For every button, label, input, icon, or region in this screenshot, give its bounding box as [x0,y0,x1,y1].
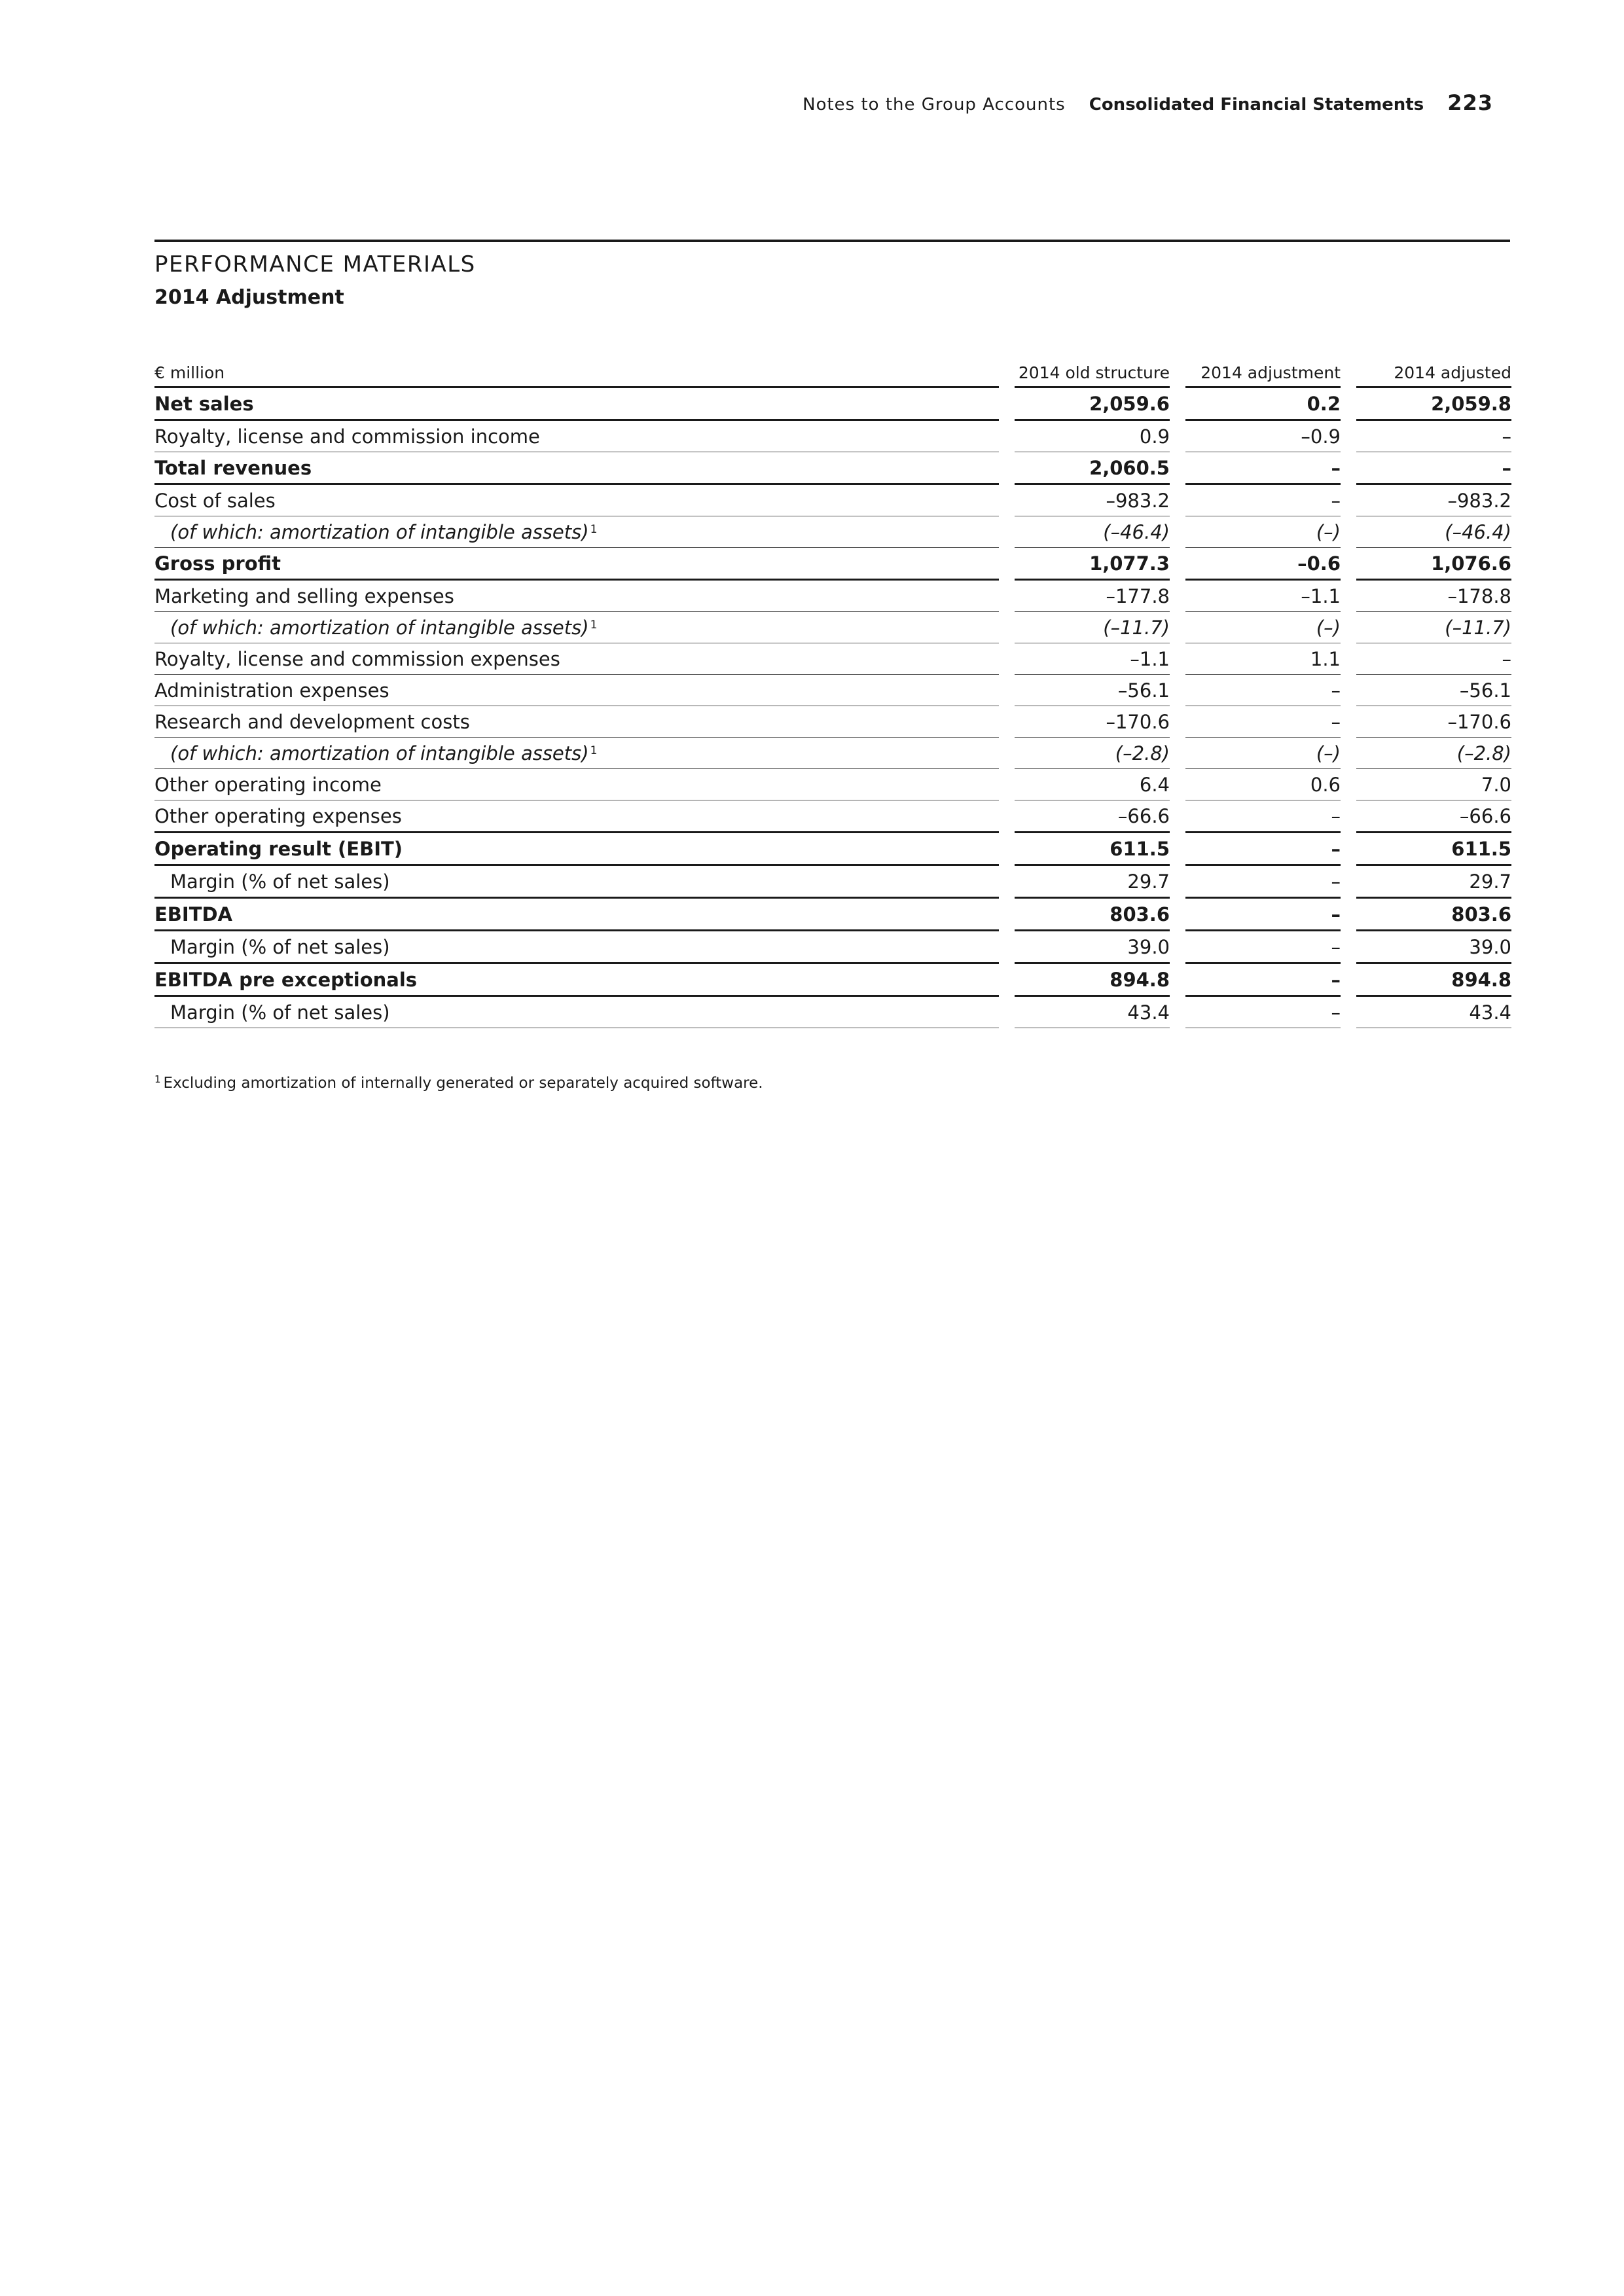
table-row [154,997,1511,1028]
row-label: Other operating expenses [154,800,999,833]
value-adjusted: 803.6 [1356,899,1511,931]
value-adjustment: –1.1 [1185,581,1341,612]
value-old-structure: 43.4 [1015,997,1170,1028]
value-adjusted: 7.0 [1356,769,1511,800]
title-rule [154,240,1510,242]
value-adjustment: (–) [1185,612,1341,643]
value-old-structure: 2,059.6 [1015,388,1170,421]
row-label [154,516,999,548]
value-adjusted: 39.0 [1356,931,1511,964]
page-number: 223 [1447,90,1493,115]
table-row [154,516,1511,548]
footnote [154,1073,763,1092]
table-title: PERFORMANCE MATERIALS [154,251,476,278]
table-row [154,388,1511,421]
value-adjustment: – [1185,833,1341,866]
value-old-structure: 611.5 [1015,833,1170,866]
value-adjustment: (–) [1185,516,1341,548]
row-label: EBITDA pre exceptionals [154,964,999,997]
table-row [154,612,1511,643]
financial-table [154,348,1511,1028]
value-adjusted: (–11.7) [1356,612,1511,643]
value-old-structure: 1,077.3 [1015,548,1170,581]
column-header-adjustment: 2014 adjustment [1185,348,1341,388]
value-old-structure: 2,060.5 [1015,452,1170,485]
table-row [154,643,1511,675]
value-adjusted: –66.6 [1356,800,1511,833]
row-label: Research and development costs [154,706,999,738]
value-old-structure: 803.6 [1015,899,1170,931]
row-label: Margin (% of net sales) [154,866,999,899]
value-adjustment: – [1185,964,1341,997]
value-adjusted: (–46.4) [1356,516,1511,548]
value-adjustment: – [1185,899,1341,931]
footnote-marker: 1 [590,618,598,632]
table-row [154,964,1511,997]
row-label-text: (of which: amortization of intangible assets) [170,742,589,764]
value-old-structure: –177.8 [1015,581,1170,612]
value-adjustment: –0.6 [1185,548,1341,581]
footnote-marker: 1 [590,522,598,536]
table-row [154,769,1511,800]
value-adjustment: – [1185,866,1341,899]
row-label: Royalty, license and commission expenses [154,643,999,675]
value-adjusted: –178.8 [1356,581,1511,612]
row-label: Total revenues [154,452,999,485]
value-old-structure: 6.4 [1015,769,1170,800]
footnote-marker: 1 [154,1073,161,1085]
value-adjustment: – [1185,485,1341,516]
value-old-structure: –1.1 [1015,643,1170,675]
value-old-structure: –66.6 [1015,800,1170,833]
table-row [154,485,1511,516]
value-old-structure: (–11.7) [1015,612,1170,643]
value-adjustment: – [1185,452,1341,485]
table-row [154,548,1511,581]
value-old-structure: 894.8 [1015,964,1170,997]
row-label: Cost of sales [154,485,999,516]
value-adjustment: (–) [1185,738,1341,769]
value-old-structure: –56.1 [1015,675,1170,706]
footnote-marker: 1 [590,744,598,757]
value-old-structure: 0.9 [1015,421,1170,452]
row-label [154,738,999,769]
table-row [154,421,1511,452]
row-label-text: (of which: amortization of intangible assets) [170,520,589,543]
column-header-old-structure: 2014 old structure [1015,348,1170,388]
row-label: Gross profit [154,548,999,581]
table-row [154,738,1511,769]
row-label: EBITDA [154,899,999,931]
row-label: Other operating income [154,769,999,800]
row-label: Net sales [154,388,999,421]
table-row [154,581,1511,612]
table-row [154,866,1511,899]
value-adjusted: –56.1 [1356,675,1511,706]
table-row [154,899,1511,931]
row-label: Administration expenses [154,675,999,706]
value-adjusted: – [1356,452,1511,485]
value-adjustment: –0.9 [1185,421,1341,452]
value-old-structure: (–2.8) [1015,738,1170,769]
table-row [154,800,1511,833]
table-row [154,452,1511,485]
row-label: Margin (% of net sales) [154,931,999,964]
value-adjustment: 0.2 [1185,388,1341,421]
value-old-structure: 39.0 [1015,931,1170,964]
table-row [154,706,1511,738]
value-adjustment: 1.1 [1185,643,1341,675]
row-label: Operating result (EBIT) [154,833,999,866]
row-label [154,612,999,643]
value-adjusted: –170.6 [1356,706,1511,738]
header-section-name: Notes to the Group Accounts [803,95,1066,115]
value-adjusted: 611.5 [1356,833,1511,866]
value-adjusted: 43.4 [1356,997,1511,1028]
table-header-row [154,348,1511,388]
header-chapter-name: Consolidated Financial Statements [1089,95,1424,115]
value-adjusted: – [1356,421,1511,452]
value-adjustment: – [1185,706,1341,738]
value-adjusted: – [1356,643,1511,675]
value-adjusted: (–2.8) [1356,738,1511,769]
running-header [803,90,1493,115]
column-header-adjusted: 2014 adjusted [1356,348,1511,388]
value-adjustment: – [1185,800,1341,833]
table-subtitle: 2014 Adjustment [154,286,344,309]
row-label: Royalty, license and commission income [154,421,999,452]
footnote-text: Excluding amortization of internally generated or separately acquired software. [163,1075,763,1092]
value-adjustment: – [1185,997,1341,1028]
row-label: Marketing and selling expenses [154,581,999,612]
table-row [154,833,1511,866]
value-adjusted: 894.8 [1356,964,1511,997]
value-adjusted: 29.7 [1356,866,1511,899]
value-adjustment: – [1185,931,1341,964]
value-adjustment: – [1185,675,1341,706]
value-old-structure: (–46.4) [1015,516,1170,548]
value-adjusted: –983.2 [1356,485,1511,516]
value-adjusted: 2,059.8 [1356,388,1511,421]
column-header-unit: € million [154,348,999,388]
value-old-structure: –170.6 [1015,706,1170,738]
table-row [154,675,1511,706]
value-old-structure: –983.2 [1015,485,1170,516]
value-adjustment: 0.6 [1185,769,1341,800]
value-old-structure: 29.7 [1015,866,1170,899]
row-label: Margin (% of net sales) [154,997,999,1028]
table-row [154,931,1511,964]
row-label-text: (of which: amortization of intangible assets) [170,616,589,639]
value-adjusted: 1,076.6 [1356,548,1511,581]
